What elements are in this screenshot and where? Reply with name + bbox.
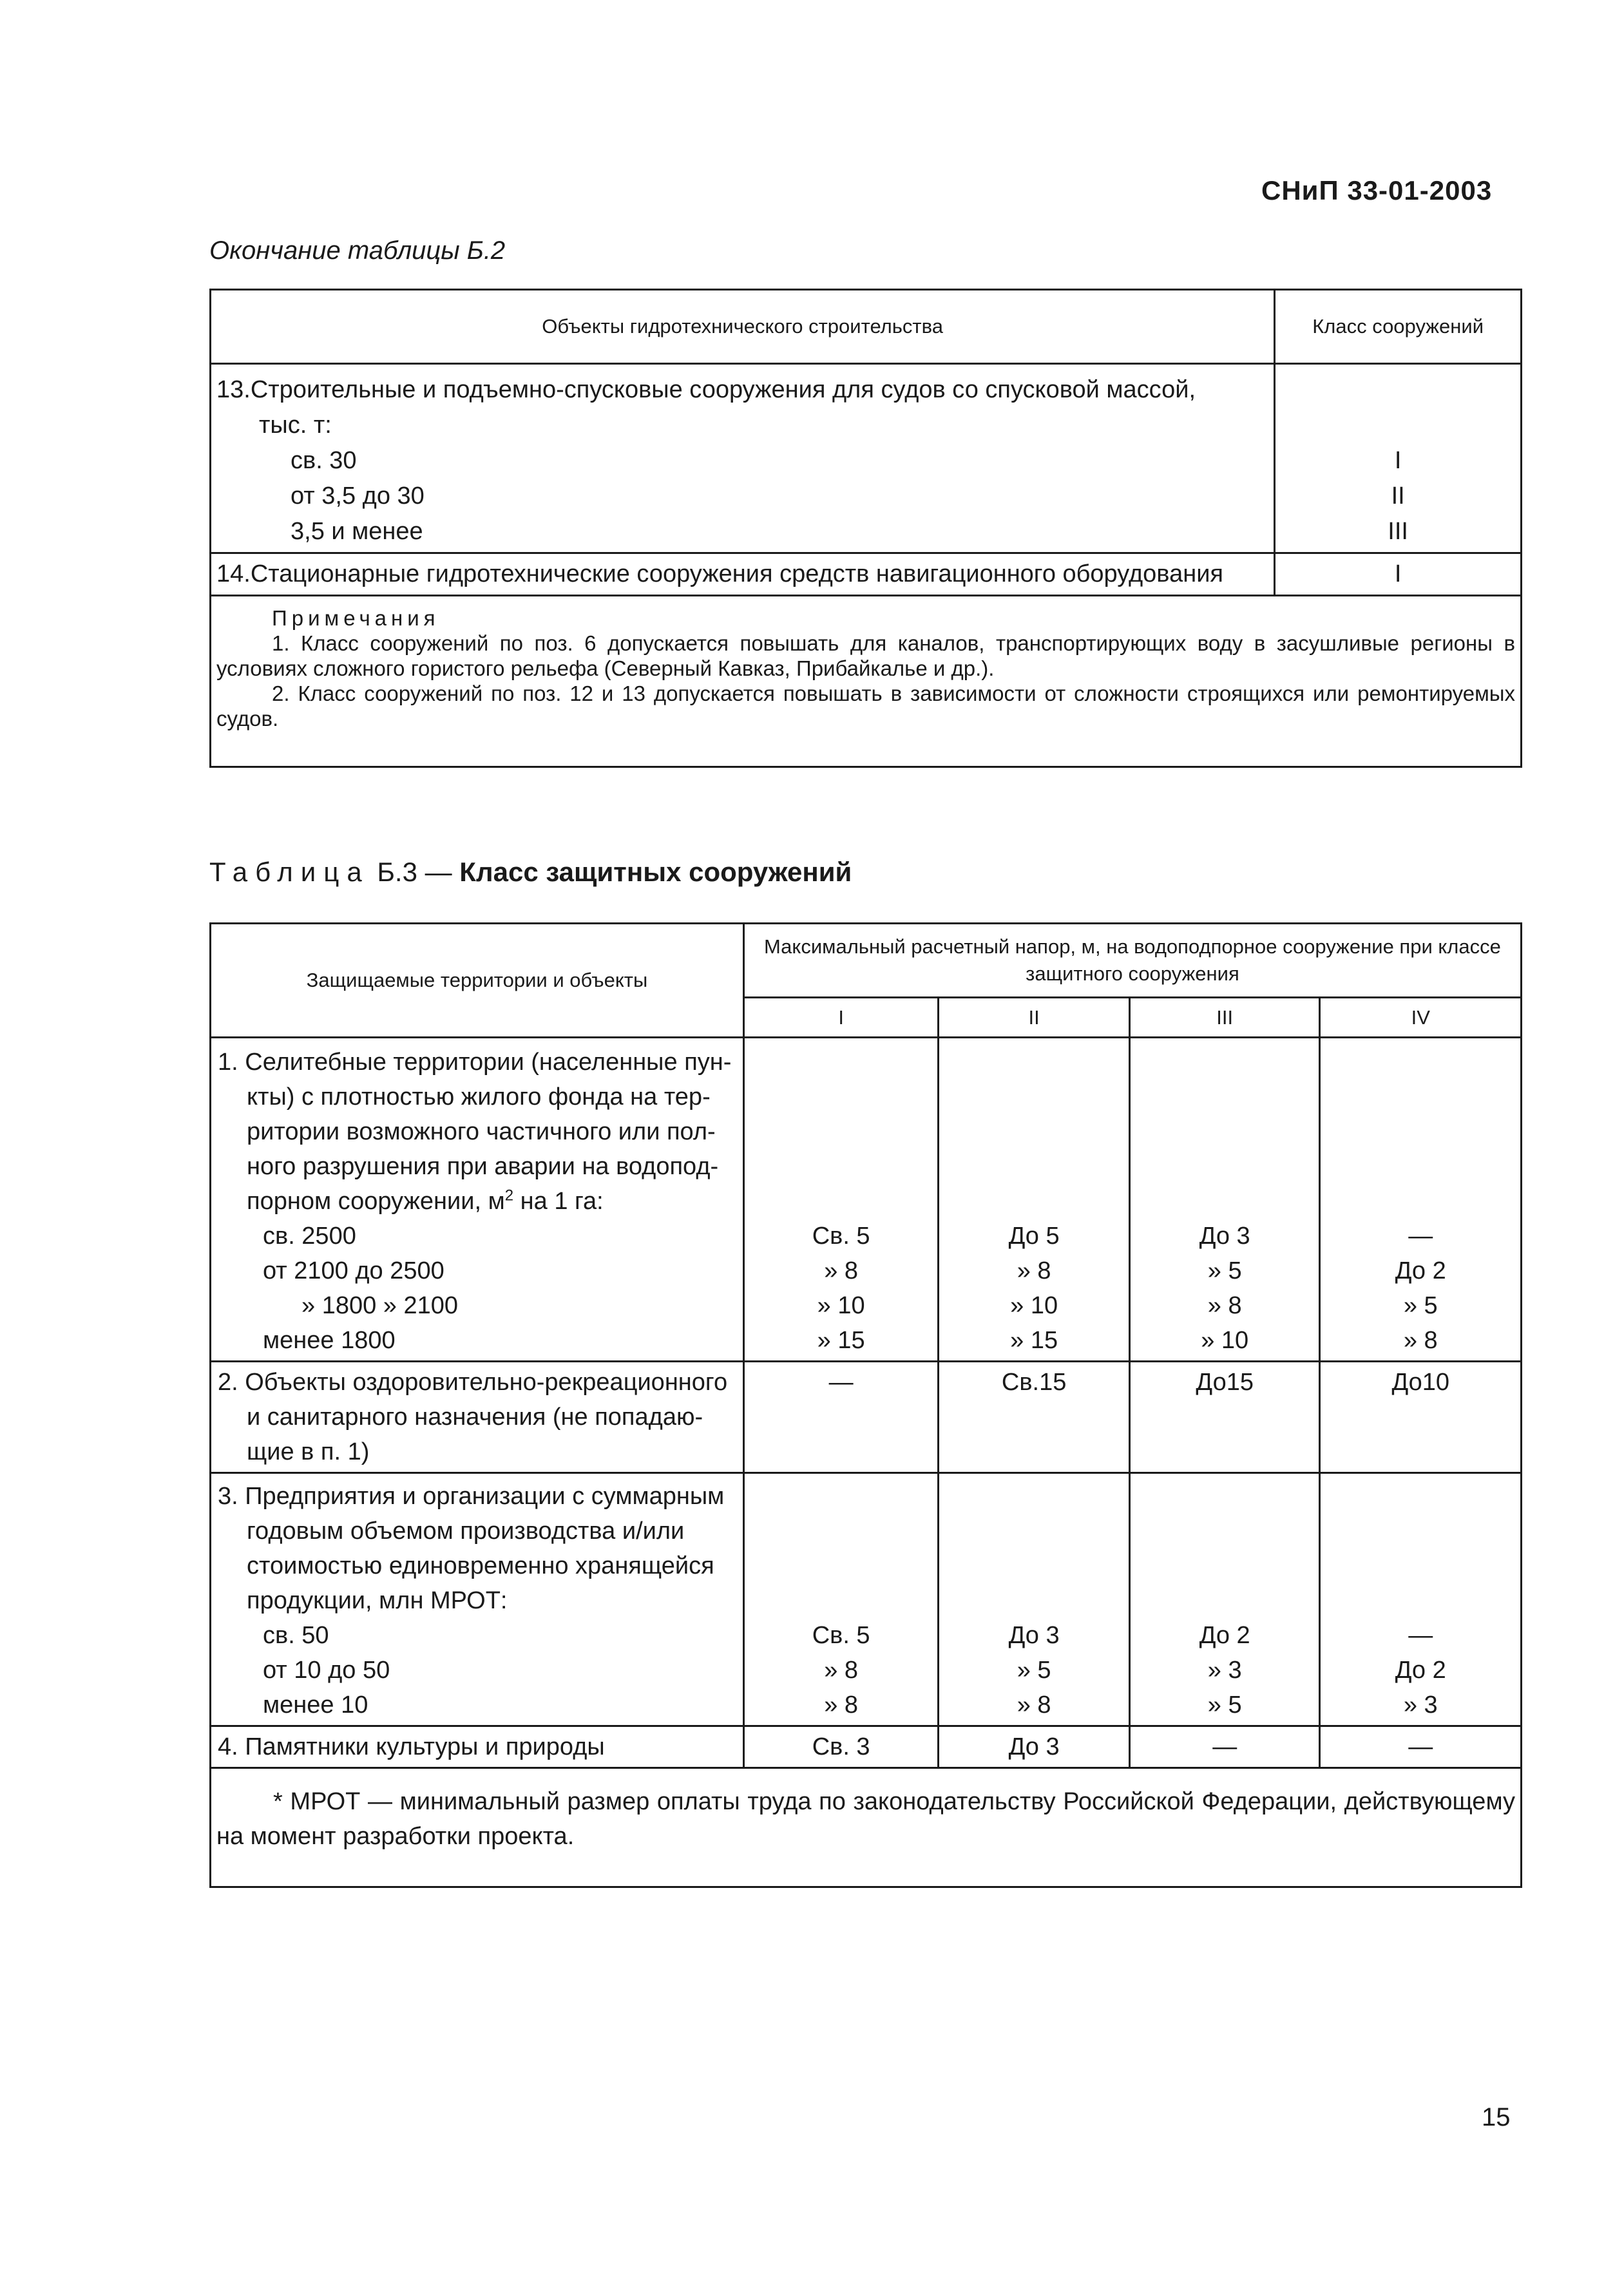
row-1-text: на 1 га:	[513, 1188, 604, 1215]
cell-value: До15	[1196, 1369, 1254, 1396]
row-14	[211, 553, 1275, 596]
row-3-class-3	[1129, 1473, 1320, 1726]
row-2-label	[211, 1362, 744, 1473]
row-1-item-label: св. 2500	[263, 1223, 356, 1250]
row-13-title-cont: тыс. т:	[259, 412, 332, 439]
cell-value: » 8	[1403, 1327, 1438, 1354]
cell-value: » 10	[1201, 1327, 1249, 1354]
cell-value: До10	[1391, 1369, 1450, 1396]
row-4-class-3	[1129, 1726, 1320, 1768]
row-13-item-label: от 3,5 до 30	[291, 482, 425, 510]
row-2-class-1	[743, 1362, 938, 1473]
cell-value: До 5	[1008, 1223, 1060, 1250]
row-3-item-label: менее 10	[263, 1691, 368, 1719]
cell-value: » 15	[1010, 1327, 1058, 1354]
cell-value: » 8	[824, 1257, 859, 1284]
notes-cell	[211, 596, 1522, 767]
cell-value: » 8	[1207, 1292, 1242, 1319]
row-3-class-1	[743, 1473, 938, 1726]
cell-value: До 2	[1199, 1622, 1250, 1649]
cell-value: » 5	[1207, 1691, 1242, 1719]
cell-value: » 10	[817, 1292, 865, 1319]
unit-superscript: 2	[504, 1186, 514, 1205]
row-1-item-label: » 1800 » 2100	[301, 1292, 459, 1319]
row-3-text: 3. Предприятия и организации с суммарным	[218, 1483, 725, 1510]
cell-value: Св.15	[1001, 1369, 1067, 1396]
row-13-title: 13.Строительные и подъемно-спусковые сооружения для судов со спусковой массой,	[216, 376, 1196, 403]
row-13-item-label: 3,5 и менее	[291, 518, 423, 545]
row-3-item-label: св. 50	[263, 1622, 329, 1649]
cell-value: » 15	[817, 1327, 865, 1354]
cell-value: —	[1408, 1622, 1433, 1649]
row-1-item-label: от 2100 до 2500	[263, 1257, 444, 1284]
cell-value: » 8	[1017, 1691, 1051, 1719]
table-b3-title-bold: Класс защитных сооружений	[459, 857, 852, 887]
row-3-text: годовым объемом производства и/или	[247, 1518, 685, 1545]
cell-value: До 3	[1199, 1223, 1250, 1250]
table-b3-title-prefix: Таблица	[209, 857, 370, 887]
table-b3	[209, 922, 1522, 1888]
cell-value: » 10	[1010, 1292, 1058, 1319]
row-13-item-label: св. 30	[291, 447, 357, 474]
cell-value: До 3	[1008, 1622, 1060, 1649]
cell-value: До 2	[1395, 1257, 1446, 1284]
row-1-text: ритории возможного частичного или пол-	[247, 1118, 716, 1145]
header-class-2: II	[939, 998, 1130, 1038]
cell-value: » 5	[1207, 1257, 1242, 1284]
document-code: СНиП 33-01-2003	[1261, 175, 1493, 205]
row-1-class-2	[939, 1038, 1130, 1362]
cell-value: » 5	[1017, 1657, 1051, 1684]
header-territories: Защищаемые территории и объекты	[211, 924, 744, 1038]
cell-value: » 3	[1207, 1657, 1242, 1684]
class-value: I	[1394, 447, 1402, 474]
row-1-text: кты) с плотностью жилого фонда на тер-	[247, 1083, 711, 1110]
row-14-class	[1275, 553, 1522, 596]
table-b3-title-number: Б.3 —	[377, 857, 452, 887]
header-objects: Объекты гидротехнического строительства	[211, 290, 1275, 364]
header-class: Класс сооружений	[1275, 290, 1522, 364]
cell-value: До 2	[1395, 1657, 1446, 1684]
row-3-text: продукции, млн МРОТ:	[247, 1587, 508, 1614]
class-value: II	[1391, 482, 1405, 510]
cell-value: —	[1212, 1733, 1237, 1760]
class-value: I	[1394, 560, 1402, 587]
row-13	[211, 364, 1275, 553]
row-1-item-label: менее 1800	[263, 1327, 396, 1354]
cell-value: » 3	[1403, 1691, 1438, 1719]
cell-value: Св. 5	[812, 1223, 870, 1250]
row-1-text: 1. Селитебные территории (населенные пун-	[218, 1049, 732, 1076]
row-4-text: 4. Памятники культуры и природы	[218, 1733, 605, 1760]
row-3-class-4	[1320, 1473, 1522, 1726]
footnote-text: * МРОТ — минимальный размер оплаты труда по законодательству Российской Федерации, действующему на момент разработки проекта.	[216, 1788, 1515, 1850]
row-1-label	[211, 1038, 744, 1362]
row-4-class-2	[939, 1726, 1130, 1768]
table-b3-title	[209, 857, 852, 888]
table-b2	[209, 289, 1522, 768]
class-value: III	[1388, 518, 1408, 545]
row-2-class-4	[1320, 1362, 1522, 1473]
notes-heading: Примечания	[272, 606, 440, 630]
row-1-class-4	[1320, 1038, 1522, 1362]
note-1: 1. Класс сооружений по поз. 6 допускается повышать для каналов, транспортирующих воду в засушливые регионы в условиях сложного гористого рельефа (Северный Кавказ, Прибайкалье и др.).	[216, 631, 1515, 680]
row-2-text: щие в п. 1)	[247, 1438, 370, 1465]
row-2-class-3	[1129, 1362, 1320, 1473]
cell-value: » 8	[1017, 1257, 1051, 1284]
cell-value: —	[1408, 1223, 1433, 1250]
row-3-class-2	[939, 1473, 1130, 1726]
row-3-item-label: от 10 до 50	[263, 1657, 390, 1684]
row-13-class	[1275, 364, 1522, 553]
cell-value: До 3	[1008, 1733, 1060, 1760]
note-2: 2. Класс сооружений по поз. 12 и 13 допускается повышать в зависимости от сложности строящихся или ремонтируемых судов.	[216, 681, 1515, 730]
row-3-label	[211, 1473, 744, 1726]
row-2-class-2	[939, 1362, 1130, 1473]
row-3-text: стоимостью единовременно хранящейся	[247, 1552, 714, 1579]
row-4-class-1	[743, 1726, 938, 1768]
table-continuation-caption: Окончание таблицы Б.2	[209, 236, 506, 265]
row-4-class-4	[1320, 1726, 1522, 1768]
header-class-4: IV	[1320, 998, 1522, 1038]
row-1-text: ного разрушения при аварии на водопод-	[247, 1153, 719, 1180]
row-1-text: порном сооружении, м	[247, 1188, 505, 1215]
row-2-text: 2. Объекты оздоровительно-рекреационного	[218, 1369, 728, 1396]
cell-value: Св. 5	[812, 1622, 870, 1649]
cell-value: » 8	[824, 1691, 859, 1719]
row-14-title: 14.Стационарные гидротехнические сооружения средств навигационного оборудования	[216, 560, 1223, 587]
header-class-1: I	[743, 998, 938, 1038]
header-max-head: Максимальный расчетный напор, м, на водоподпорное сооружение при классе защитного сооружения	[743, 924, 1521, 998]
cell-value: » 8	[824, 1657, 859, 1684]
footnote-cell	[211, 1768, 1522, 1887]
row-1-class-3	[1129, 1038, 1320, 1362]
cell-value: —	[828, 1369, 854, 1396]
row-1-class-1	[743, 1038, 938, 1362]
cell-value: » 5	[1403, 1292, 1438, 1319]
row-4-label	[211, 1726, 744, 1768]
header-class-3: III	[1129, 998, 1320, 1038]
cell-value: —	[1408, 1733, 1433, 1760]
page-number: 15	[1482, 2103, 1511, 2131]
row-2-text: и санитарного назначения (не попадаю-	[247, 1404, 703, 1431]
cell-value: Св. 3	[812, 1733, 870, 1760]
